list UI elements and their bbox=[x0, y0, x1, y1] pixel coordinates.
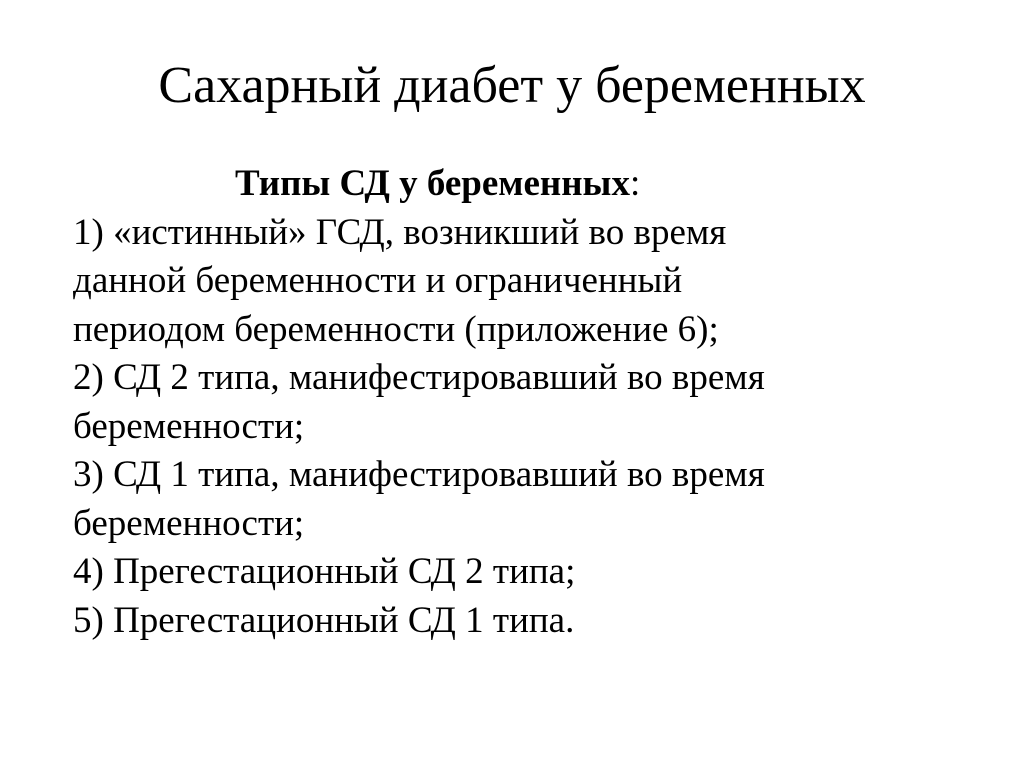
list-item-line: 3) СД 1 типа, манифестировавший во время bbox=[73, 454, 765, 495]
list-item-1 bbox=[73, 209, 973, 355]
list-item-line: беременности; bbox=[73, 502, 305, 544]
subheading-text: Типы СД у беременных bbox=[235, 163, 630, 204]
list-item-2 bbox=[73, 354, 973, 451]
subheading-colon: : bbox=[629, 163, 641, 204]
list-item-line: данной беременности и ограниченный bbox=[73, 260, 683, 301]
slide-title: Сахарный диабет у беременных bbox=[158, 57, 866, 114]
list-item-line: периодом беременности (приложение 6); bbox=[73, 308, 719, 350]
list-item-line: 4) Прегестационный СД 2 типа; bbox=[73, 551, 576, 592]
list-item-line: 5) Прегестационный СД 1 типа. bbox=[73, 599, 575, 641]
list-item-5 bbox=[73, 597, 973, 646]
slide-content bbox=[73, 160, 973, 645]
list-item-line: беременности; bbox=[73, 405, 305, 447]
list-item-3 bbox=[73, 451, 973, 548]
list-item-line: 2) СД 2 типа, манифестировавший во время bbox=[73, 357, 765, 398]
list-item-line: 1) «истинный» ГСД, возникший во время bbox=[73, 211, 727, 253]
subheading bbox=[73, 160, 973, 209]
list-item-4 bbox=[73, 548, 973, 597]
